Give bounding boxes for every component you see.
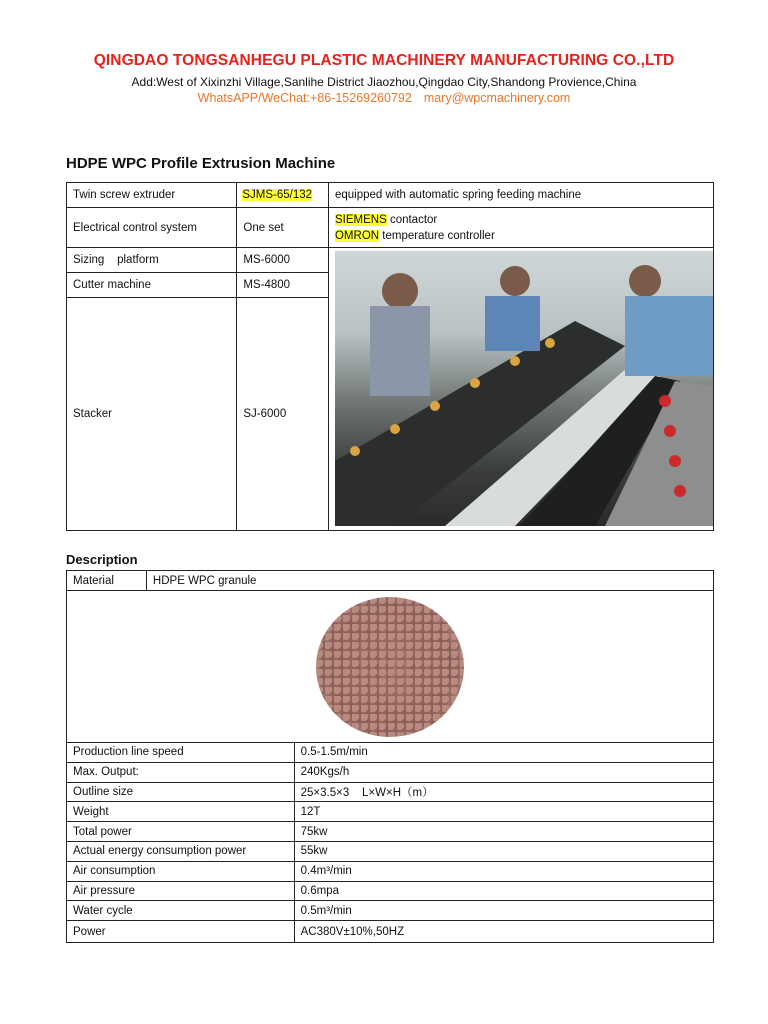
table-row [67,881,714,901]
machine-note [335,214,713,226]
machine-model: One set [237,208,329,248]
spec-label: Air pressure [67,881,295,901]
brand-highlight: SIEMENS [334,214,387,226]
spec-rows [67,743,714,943]
spec-value: 0.4m³/min [294,861,713,881]
spec-label: Weight [67,802,295,822]
workers-at-machine-image [335,251,713,526]
table-row [67,822,714,842]
table-row [67,743,714,763]
extrusion-line-photo [335,251,713,526]
table-row [67,183,714,208]
note-text: temperature controller [379,230,495,242]
contact-line [0,91,768,105]
table-row [67,591,714,743]
machine-note [335,230,713,242]
spec-value: AC380V±10%,50HZ [294,921,713,943]
machine-table [66,182,714,531]
whatsapp-contact: WhatsAPP/WeChat:+86-15269260792 [197,91,412,105]
machine-name: Cutter machine [67,273,237,298]
machine-name: Stacker [67,298,237,531]
table-row [67,248,714,273]
spec-value: 25×3.5×3 L×W×H（m） [294,782,713,802]
spec-value: 240Kgs/h [294,762,713,782]
table-row [67,901,714,921]
table-row [67,921,714,943]
spec-value: 0.5m³/min [294,901,713,921]
material-value: HDPE WPC granule [146,571,713,591]
spec-value: 12T [294,802,713,822]
machine-model: MS-6000 [237,248,329,273]
description-table [66,570,714,943]
spec-label: Max. Output: [67,762,295,782]
spec-label: Total power [67,822,295,842]
page-title: HDPE WPC Profile Extrusion Machine [66,155,336,172]
table-row [67,841,714,861]
table-row [67,208,714,248]
spec-value: 0.5-1.5m/min [294,743,713,763]
note-text: contactor [386,214,438,226]
table-row [67,571,714,591]
brand-highlight: OMRON [334,230,380,242]
table-row [67,802,714,822]
company-name: QINGDAO TONGSANHEGU PLASTIC MACHINERY MANUFACTURING CO.,LTD [93,52,675,69]
spec-value: 0.6mpa [294,881,713,901]
machine-name: Twin screw extruder [67,183,237,208]
machine-note: equipped with automatic spring feeding machine [328,183,713,208]
spec-label: Air consumption [67,861,295,881]
material-label: Material [67,571,147,591]
machine-name: Sizing platform [67,248,237,273]
machine-model: SJ-6000 [237,298,329,531]
spec-label: Outline size [67,782,295,802]
spec-label: Water cycle [67,901,295,921]
email-contact[interactable]: mary@wpcmachinery.com [423,91,571,105]
company-address: Add:West of Xixinzhi Village,Sanlihe District Jiaozhou,Qingdao City,Shandong Provience,China [131,75,637,89]
table-row [67,861,714,881]
machine-model: MS-4800 [237,273,329,298]
spec-value: 75kw [294,822,713,842]
spec-label: Power [67,921,295,943]
table-row [67,782,714,802]
spec-label: Actual energy consumption power [67,841,295,861]
spec-label: Production line speed [67,743,295,763]
table-row [67,762,714,782]
description-heading: Description [66,552,138,567]
machine-model: SJMS-65/132 [242,189,313,201]
machine-name: Electrical control system [67,208,237,248]
granule-image [316,597,464,737]
spec-value: 55kw [294,841,713,861]
